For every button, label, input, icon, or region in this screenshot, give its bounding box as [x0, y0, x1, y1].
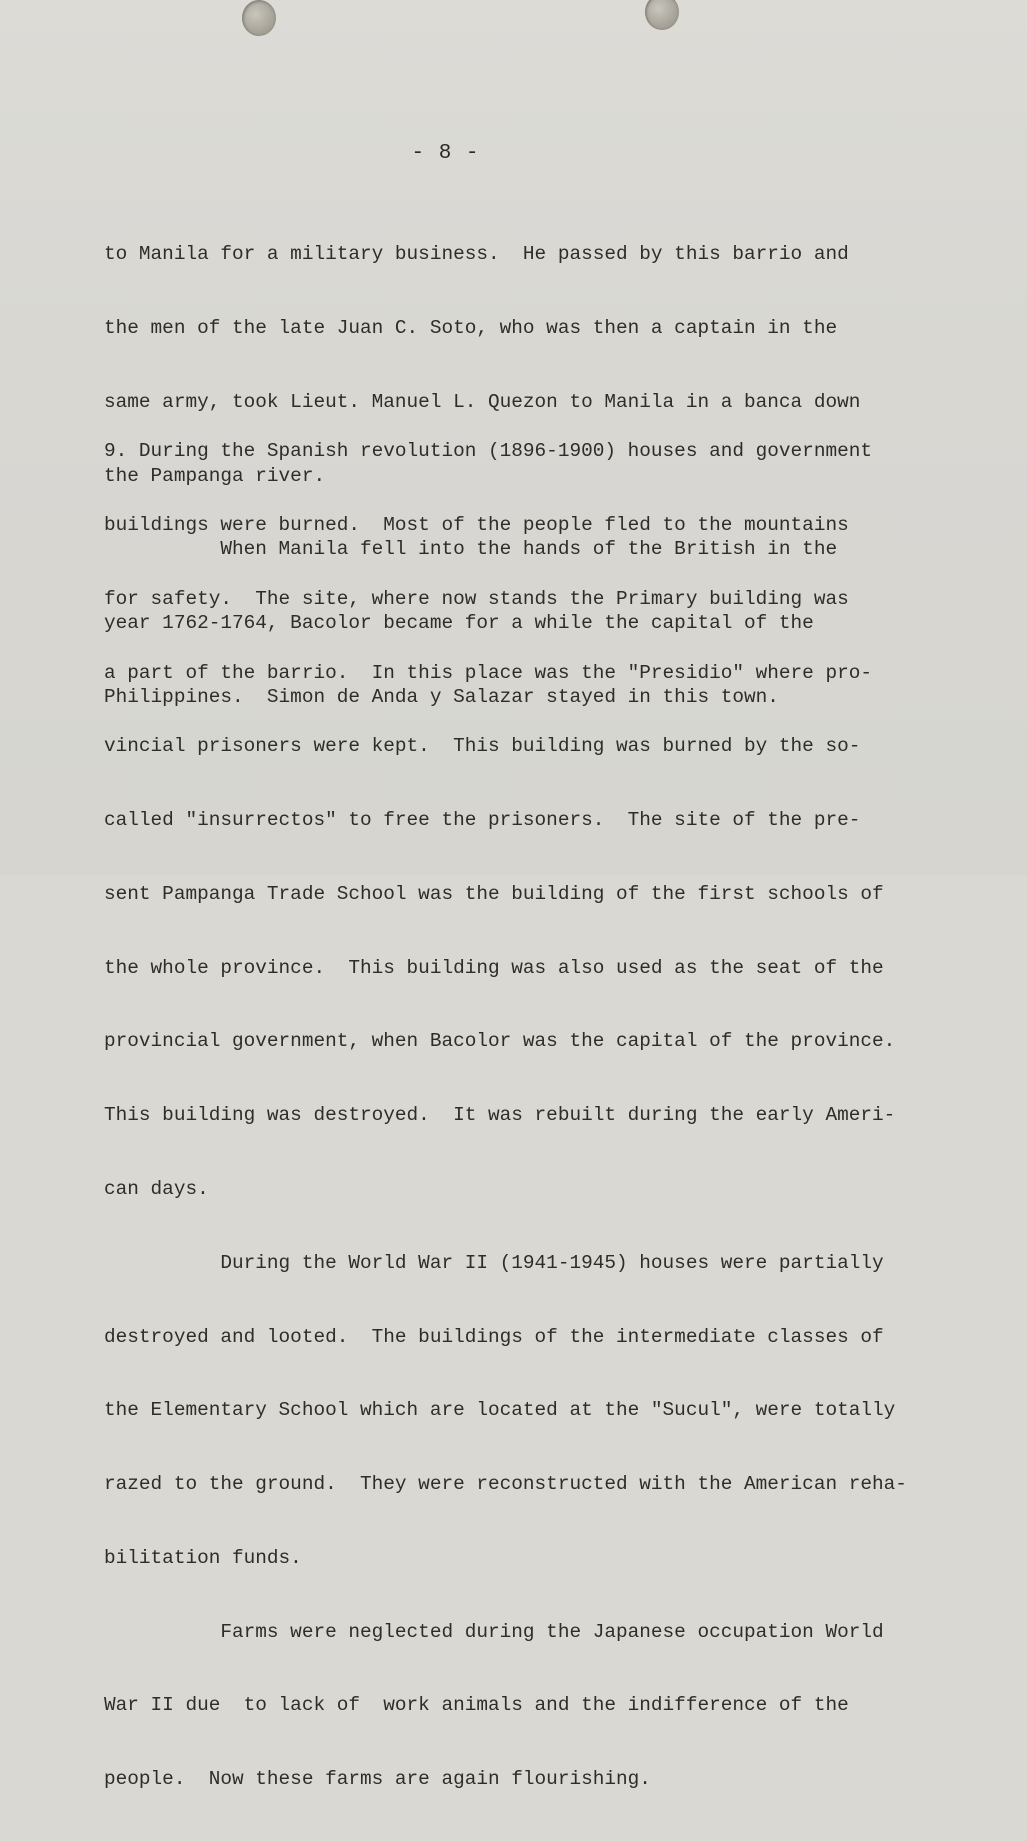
- punch-hole-left: [242, 0, 276, 36]
- text-line: called "insurrectos" to free the prisoners. The site of the pre-: [104, 809, 861, 832]
- text-line: for safety. The site, where now stands the Primary building was: [104, 587, 849, 610]
- text-line: same army, took Lieut. Manuel L. Quezon to Manila in a banca down: [104, 390, 861, 413]
- text-line: the Elementary School which are located at the "Sucul", were totally: [104, 1399, 896, 1422]
- text-line: vincial prisoners were kept. This building was burned by the so-: [104, 735, 861, 758]
- text-line: to Manila for a military business. He passed by this barrio and: [104, 243, 849, 266]
- text-line: War II due to lack of work animals and the indifference of the: [104, 1694, 849, 1717]
- text-line: can days.: [104, 1178, 209, 1200]
- text-line: When Manila fell into the hands of the British in the: [104, 538, 838, 561]
- text-block-history-2: [104, 390, 907, 1841]
- text-line: Philippines. Simon de Anda y Salazar stayed in this town.: [104, 685, 779, 708]
- text-line: Farms were neglected during the Japanese occupation World: [104, 1620, 884, 1643]
- text-line: razed to the ground. They were reconstructed with the American reha-: [104, 1473, 907, 1496]
- text-line: buildings were burned. Most of the people fled to the mountains: [104, 513, 849, 536]
- text-line: the Pampanga river.: [104, 464, 326, 487]
- text-line: 9. During the Spanish revolution (1896-1900) houses and government: [104, 440, 872, 463]
- page-number-text: - 8 -: [411, 142, 480, 165]
- text-line: people. Now these farms are again flourishing.: [104, 1768, 651, 1791]
- text-line: a part of the barrio. In this place was the "Presidio" where pro-: [104, 661, 872, 684]
- text-line: year 1762-1764, Bacolor became for a while the capital of the: [104, 612, 814, 635]
- page-number: [0, 142, 1027, 165]
- text-line: the whole province. This building was also used as the seat of the: [104, 956, 884, 979]
- text-line: bilitation funds.: [104, 1546, 302, 1569]
- text-line: This building was destroyed. It was rebuilt during the early Ameri-: [104, 1104, 896, 1127]
- text-line: the men of the late Juan C. Soto, who was then a captain in the: [104, 316, 838, 339]
- punch-hole-right: [645, 0, 679, 30]
- text-line: During the World War II (1941-1945) houses were partially: [104, 1251, 884, 1274]
- text-line: destroyed and looted. The buildings of the intermediate classes of: [104, 1325, 884, 1348]
- text-line: sent Pampanga Trade School was the building of the first schools of: [104, 882, 884, 905]
- text-line: provincial government, when Bacolor was the capital of the province.: [104, 1030, 896, 1053]
